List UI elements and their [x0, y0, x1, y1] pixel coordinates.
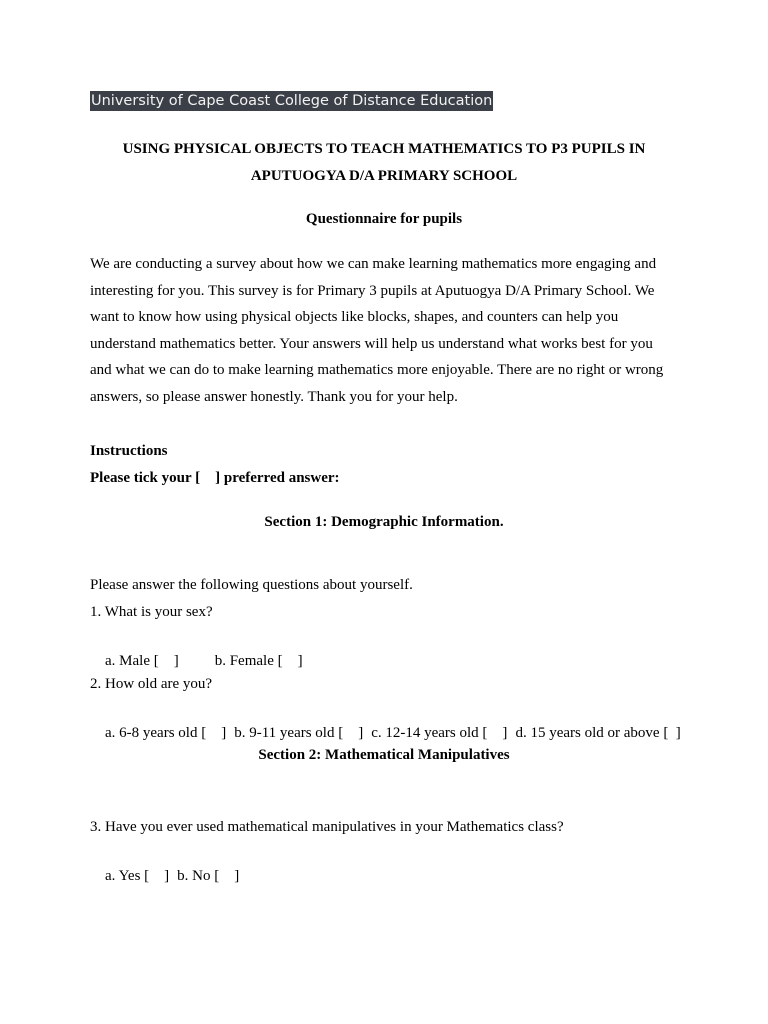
q3-option-no[interactable]: b. No [ ] [177, 868, 240, 884]
q2-option-12-14[interactable]: c. 12-14 years old [ ] [371, 725, 508, 741]
q1-option-female[interactable]: b. Female [ ] [214, 653, 303, 669]
instructions-heading: Instructions [90, 443, 168, 459]
section1-prompt: Please answer the following questions about yourself. [90, 577, 413, 593]
header-wrap [90, 91, 493, 111]
q3-question: 3. Have you ever used mathematical manipulatives in your Mathematics class? [90, 819, 564, 835]
q1-option-male[interactable]: a. Male [ ] [105, 653, 179, 669]
q3-option-yes[interactable]: a. Yes [ ] [105, 868, 170, 884]
q2-question: 2. How old are you? [90, 676, 213, 692]
section2-heading: Section 2: Mathematical Manipulatives [258, 747, 510, 763]
q3-options [90, 843, 690, 909]
intro-paragraph: We are conducting a survey about how we can make learning mathematics more engaging and interesting for you. This survey is for Primary 3 pupils at Aputuogya D/A Primary School. We want to know how using physical objects like blocks, shapes, and counters can help you understand mathematics better. Your answers will help us understand what works best for you and what we can do to make learning mathematics more enjoyable. There are no right or wrong answers, so please answer honestly. Thank you for your help. [90, 256, 664, 405]
q1-question: 1. What is your sex? [90, 604, 213, 620]
q2-option-9-11[interactable]: b. 9-11 years old [ ] [234, 725, 364, 741]
document-title: USING PHYSICAL OBJECTS TO TEACH MATHEMATICS TO P3 PUPILS IN APUTUOGYA D/A PRIMARY SCHOOL [122, 141, 646, 184]
q2-option-6-8[interactable]: a. 6-8 years old [ ] [105, 725, 227, 741]
instructions-text: Please tick your [ ] preferred answer: [90, 470, 340, 486]
document-subtitle: Questionnaire for pupils [305, 211, 463, 227]
q2-option-15-plus[interactable]: d. 15 years old or above [ ] [515, 725, 681, 741]
section1-heading: Section 1: Demographic Information. [264, 514, 504, 530]
institution-header[interactable]: University of Cape Coast College of Distance Education [91, 93, 493, 109]
